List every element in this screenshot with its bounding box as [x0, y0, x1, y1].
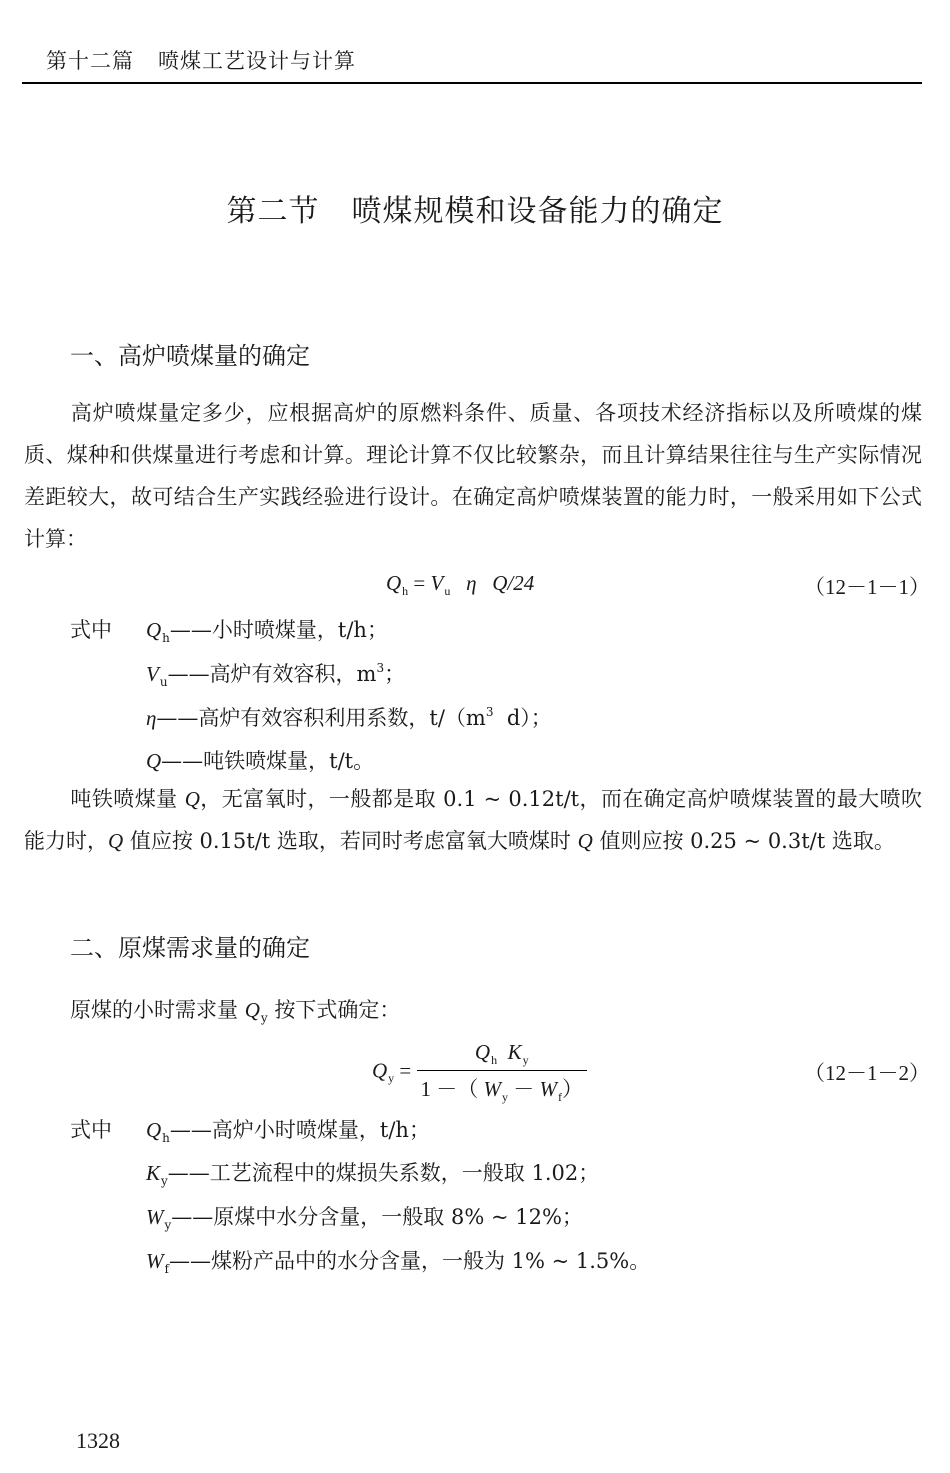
where-label-1: 式中	[70, 618, 112, 642]
definition-qh: $Q_h——$小时喷煤量，t/h；	[146, 618, 388, 645]
subsection-heading-2: 二、原煤需求量的确定	[70, 934, 310, 962]
equation-number-1: （12－1－1）	[804, 575, 930, 599]
paragraph-2: 吨铁喷煤量 Q，无富氧时，一般都是取 0.1 ~ 0.12t/t，而在确定高炉喷煤装置的最大喷吹能力时，Q 值应按 0.15t/t 选取，若同时考虑富氧大喷煤时 Q 值则应按 0.25 ~ 0.3t/t 选取。	[24, 787, 922, 853]
definition-ky: $K_y——$工艺流程中的煤损失系数，一般取 1.02；	[146, 1161, 600, 1188]
definition-vu: $V_u——$高炉有效容积，$m^3$；	[146, 661, 406, 689]
fraction-denominator: 1 －（ $W_y - W_f$）	[420, 1077, 584, 1104]
equation-12-1-2: $Q_y$ = $\frac{Q_h K_y}{1 -( W_y - W_f)}$	[372, 1040, 587, 1105]
definition-wf: $W_f——$煤粉产品中的水分含量，一般为 1% ~ 1.5%。	[146, 1249, 651, 1276]
definition-eta: η——高炉有效容积利用系数，$t/(m^3$ d）；	[146, 705, 552, 730]
fraction-numerator: $Q_h$ $K_y$	[417, 1040, 588, 1071]
section-number: 第二节	[226, 194, 320, 229]
running-header	[46, 45, 356, 75]
definition-qh-2: $Q_h——$高炉小时喷煤量，t/h；	[146, 1118, 430, 1145]
definition-wy: $W_y——$原煤中水分含量，一般取 8% ~ 12%；	[146, 1205, 583, 1232]
header-part: 第十二篇	[46, 49, 134, 73]
paragraph-1-text: 高炉喷煤量定多少，应根据高炉的原燃料条件、质量、各项技术经济指标以及所喷煤的煤质、煤种和供煤量进行考虑和计算。理论计算不仅比较繁杂，而且计算结果往往与生产实际情况差距较大，故可结合生产实践经验进行设计。在确定高炉喷煤装置的能力时，一般采用如下公式计算：	[24, 401, 922, 551]
paragraph-3: 原煤的小时需求量 $Q_y$ 按下式确定：	[70, 998, 401, 1025]
definition-q: Q——吨铁喷煤量，t/t。	[146, 749, 375, 773]
equation-fraction	[417, 1040, 588, 1105]
header-title: 喷煤工艺设计与计算	[158, 49, 356, 73]
equation-number-2: （12－1－2）	[804, 1061, 930, 1085]
header-rule	[22, 82, 922, 84]
where-label-2: 式中	[70, 1118, 112, 1142]
section-title-text: 喷煤规模和设备能力的确定	[351, 194, 724, 229]
equation-12-1-1: $Q_h = V_u$ η Q/24	[386, 571, 535, 598]
section-title	[0, 186, 950, 230]
subsection-heading-1: 一、高炉喷煤量的确定	[70, 342, 310, 370]
page-number: 1328	[76, 1428, 120, 1453]
paragraph-1	[24, 392, 922, 560]
